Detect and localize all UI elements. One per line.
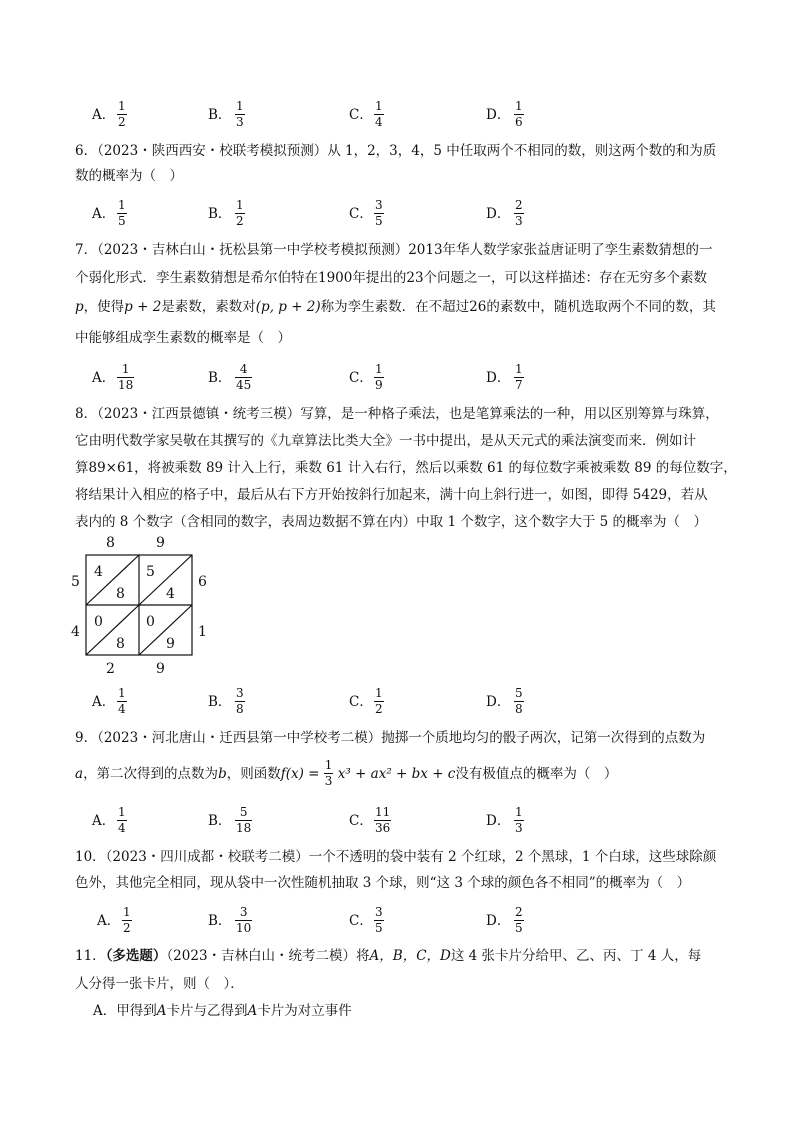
grid-bottom-digit: 2 [106, 661, 115, 675]
fraction: 3 8 [236, 686, 244, 716]
grid-cell-digit: 0 [94, 614, 103, 630]
fraction: 1 6 [515, 99, 523, 129]
q6-line1: 6．（2023・陕西西安・校联考模拟预测）从 1，2，3，4，5 中任取两个不相同的数，则这两个数的和为质 [75, 143, 717, 159]
grid-left-digit: 5 [71, 574, 80, 590]
fraction: 1 2 [123, 905, 131, 935]
option-label: C． [349, 107, 373, 123]
fraction: 3 10 [236, 905, 252, 935]
option-label: B． [208, 107, 232, 123]
fraction: 2 3 [515, 198, 523, 228]
fraction: 2 5 [515, 905, 523, 935]
option-label: D． [486, 206, 511, 222]
fraction: 1 18 [118, 362, 134, 392]
option-label: D． [486, 694, 511, 710]
option-label: A． [92, 107, 116, 123]
option-label: D． [486, 913, 511, 929]
option-label: D． [486, 107, 511, 123]
option-label: B． [208, 913, 232, 929]
q11-option-a: A．甲得到A卡片与乙得到A卡片为对立事件 [93, 1003, 352, 1019]
fraction: 1 4 [118, 805, 126, 835]
option-label: D． [486, 813, 511, 829]
q9-line1: 9．（2023・河北唐山・迁西县第一中学校考二模）抛掷一个质地均匀的骰子两次，记第一次得到的点数为 [75, 730, 706, 746]
fraction: 1 9 [375, 362, 383, 392]
option-label: A． [92, 813, 116, 829]
q10-line2: 色外，其他完全相同，现从袋中一次性随机抽取 3 个球，则“这 3 个球的颜色各不相同”的概率为（ ） [75, 875, 691, 891]
fraction: 3 5 [375, 198, 383, 228]
grid-cell-digit: 0 [146, 614, 155, 630]
q10-line1: 10．（2023・四川成都・校联考二模）一个不透明的袋中装有 2 个红球，2 个黑球，1 个白球，这些球除颜 [75, 849, 717, 865]
q8-line2: 它由明代数学家吴敬在其撰写的《九章算法比类大全》一书中提出，是从天元式的乘法演变而来．例如计 [75, 433, 696, 449]
fraction: 1 4 [118, 686, 126, 716]
grid-top-digit: 9 [156, 535, 165, 551]
option-label: C． [349, 694, 373, 710]
fraction: 3 5 [375, 905, 383, 935]
grid-cell-digit: 4 [94, 564, 103, 580]
fraction: 11 36 [375, 805, 391, 835]
option-label: B． [208, 206, 232, 222]
grid-cell-digit: 8 [116, 636, 125, 652]
fraction: 5 8 [515, 686, 523, 716]
option-label: C． [349, 813, 373, 829]
lattice-multiplication-grid [64, 535, 214, 675]
grid-cell-digit: 8 [116, 586, 125, 602]
option-label: D． [486, 370, 511, 386]
fraction: 5 18 [236, 805, 252, 835]
grid-right-digit: 1 [198, 624, 207, 640]
option-label: B． [208, 370, 232, 386]
option-label: A． [97, 913, 121, 929]
q11-line1: 11．（多选题）（2023・吉林白山・统考二模）将A，B，C，D这 4 张卡片分给甲、乙、丙、丁 4 人，每 [75, 948, 702, 964]
fraction: 1 3 [515, 805, 523, 835]
grid-left-digit: 4 [71, 624, 80, 640]
q8-line4: 将结果计入相应的格子中，最后从右下方开始按斜行加起来，满十向上斜行进一，如图，即得 5429，若从 [75, 487, 708, 503]
q6-line2: 数的概率为（ ） [75, 168, 183, 184]
fraction: 1 5 [118, 198, 126, 228]
q7-line2: 个弱化形式．孪生素数猜想是希尔伯特在1900年提出的23个问题之一，可以这样描述：存在无穷多个素数 [75, 270, 708, 286]
option-label: A． [92, 370, 116, 386]
option-label: A． [92, 206, 116, 222]
grid-top-digit: 8 [106, 535, 115, 551]
q8-line3: 算89×61，将被乘数 89 计入上行，乘数 61 计入右行，然后以乘数 61 的每位数字乘被乘数 89 的每位数字， [75, 460, 737, 476]
fraction: 1 2 [236, 198, 244, 228]
grid-cell-digit: 9 [166, 636, 175, 652]
q9-line2: a，第二次得到的点数为b，则函数f(x) = 1 3 x³ + ax² + bx + c没有极值点的概率为（ ） [75, 757, 618, 788]
option-label: B． [208, 694, 232, 710]
grid-cell-digit: 5 [146, 564, 155, 580]
fraction: 1 4 [375, 99, 383, 129]
option-label: C． [349, 913, 373, 929]
fraction: 1 7 [515, 362, 523, 392]
q7-line4: 中能够组成孪生素数的概率是（ ） [75, 330, 291, 346]
q11-line2: 人分得一张卡片，则（ ）． [75, 976, 244, 992]
option-label: C． [349, 206, 373, 222]
q8-line5: 表内的 8 个数字（含相同的数字，表周边数据不算在内）中取 1 个数字，这个数字大于 5 的概率为（ ） [75, 514, 708, 530]
option-label: B． [208, 813, 232, 829]
q8-line1: 8．（2023・江西景德镇・统考三模）写算，是一种格子乘法，也是笔算乘法的一种，用以区别筹算与珠算， [75, 406, 719, 422]
grid-cell-digit: 4 [166, 586, 175, 602]
option-label: A． [92, 694, 116, 710]
fraction: 1 2 [118, 99, 126, 129]
fraction: 4 45 [236, 362, 252, 392]
q7-line1: 7．（2023・吉林白山・抚松县第一中学校考模拟预测）2013年华人数学家张益唐证明了孪生素数猜想的一 [75, 242, 713, 258]
grid-bottom-digit: 9 [156, 661, 165, 675]
q7-line3: p，使得p + 2是素数，素数对(p, p + 2)称为孪生素数．在不超过26的素数中，随机选取两个不同的数，其 [75, 299, 716, 315]
fraction: 1 3 [236, 99, 244, 129]
option-label: C． [349, 370, 373, 386]
fraction: 1 2 [375, 686, 383, 716]
grid-right-digit: 6 [198, 574, 207, 590]
